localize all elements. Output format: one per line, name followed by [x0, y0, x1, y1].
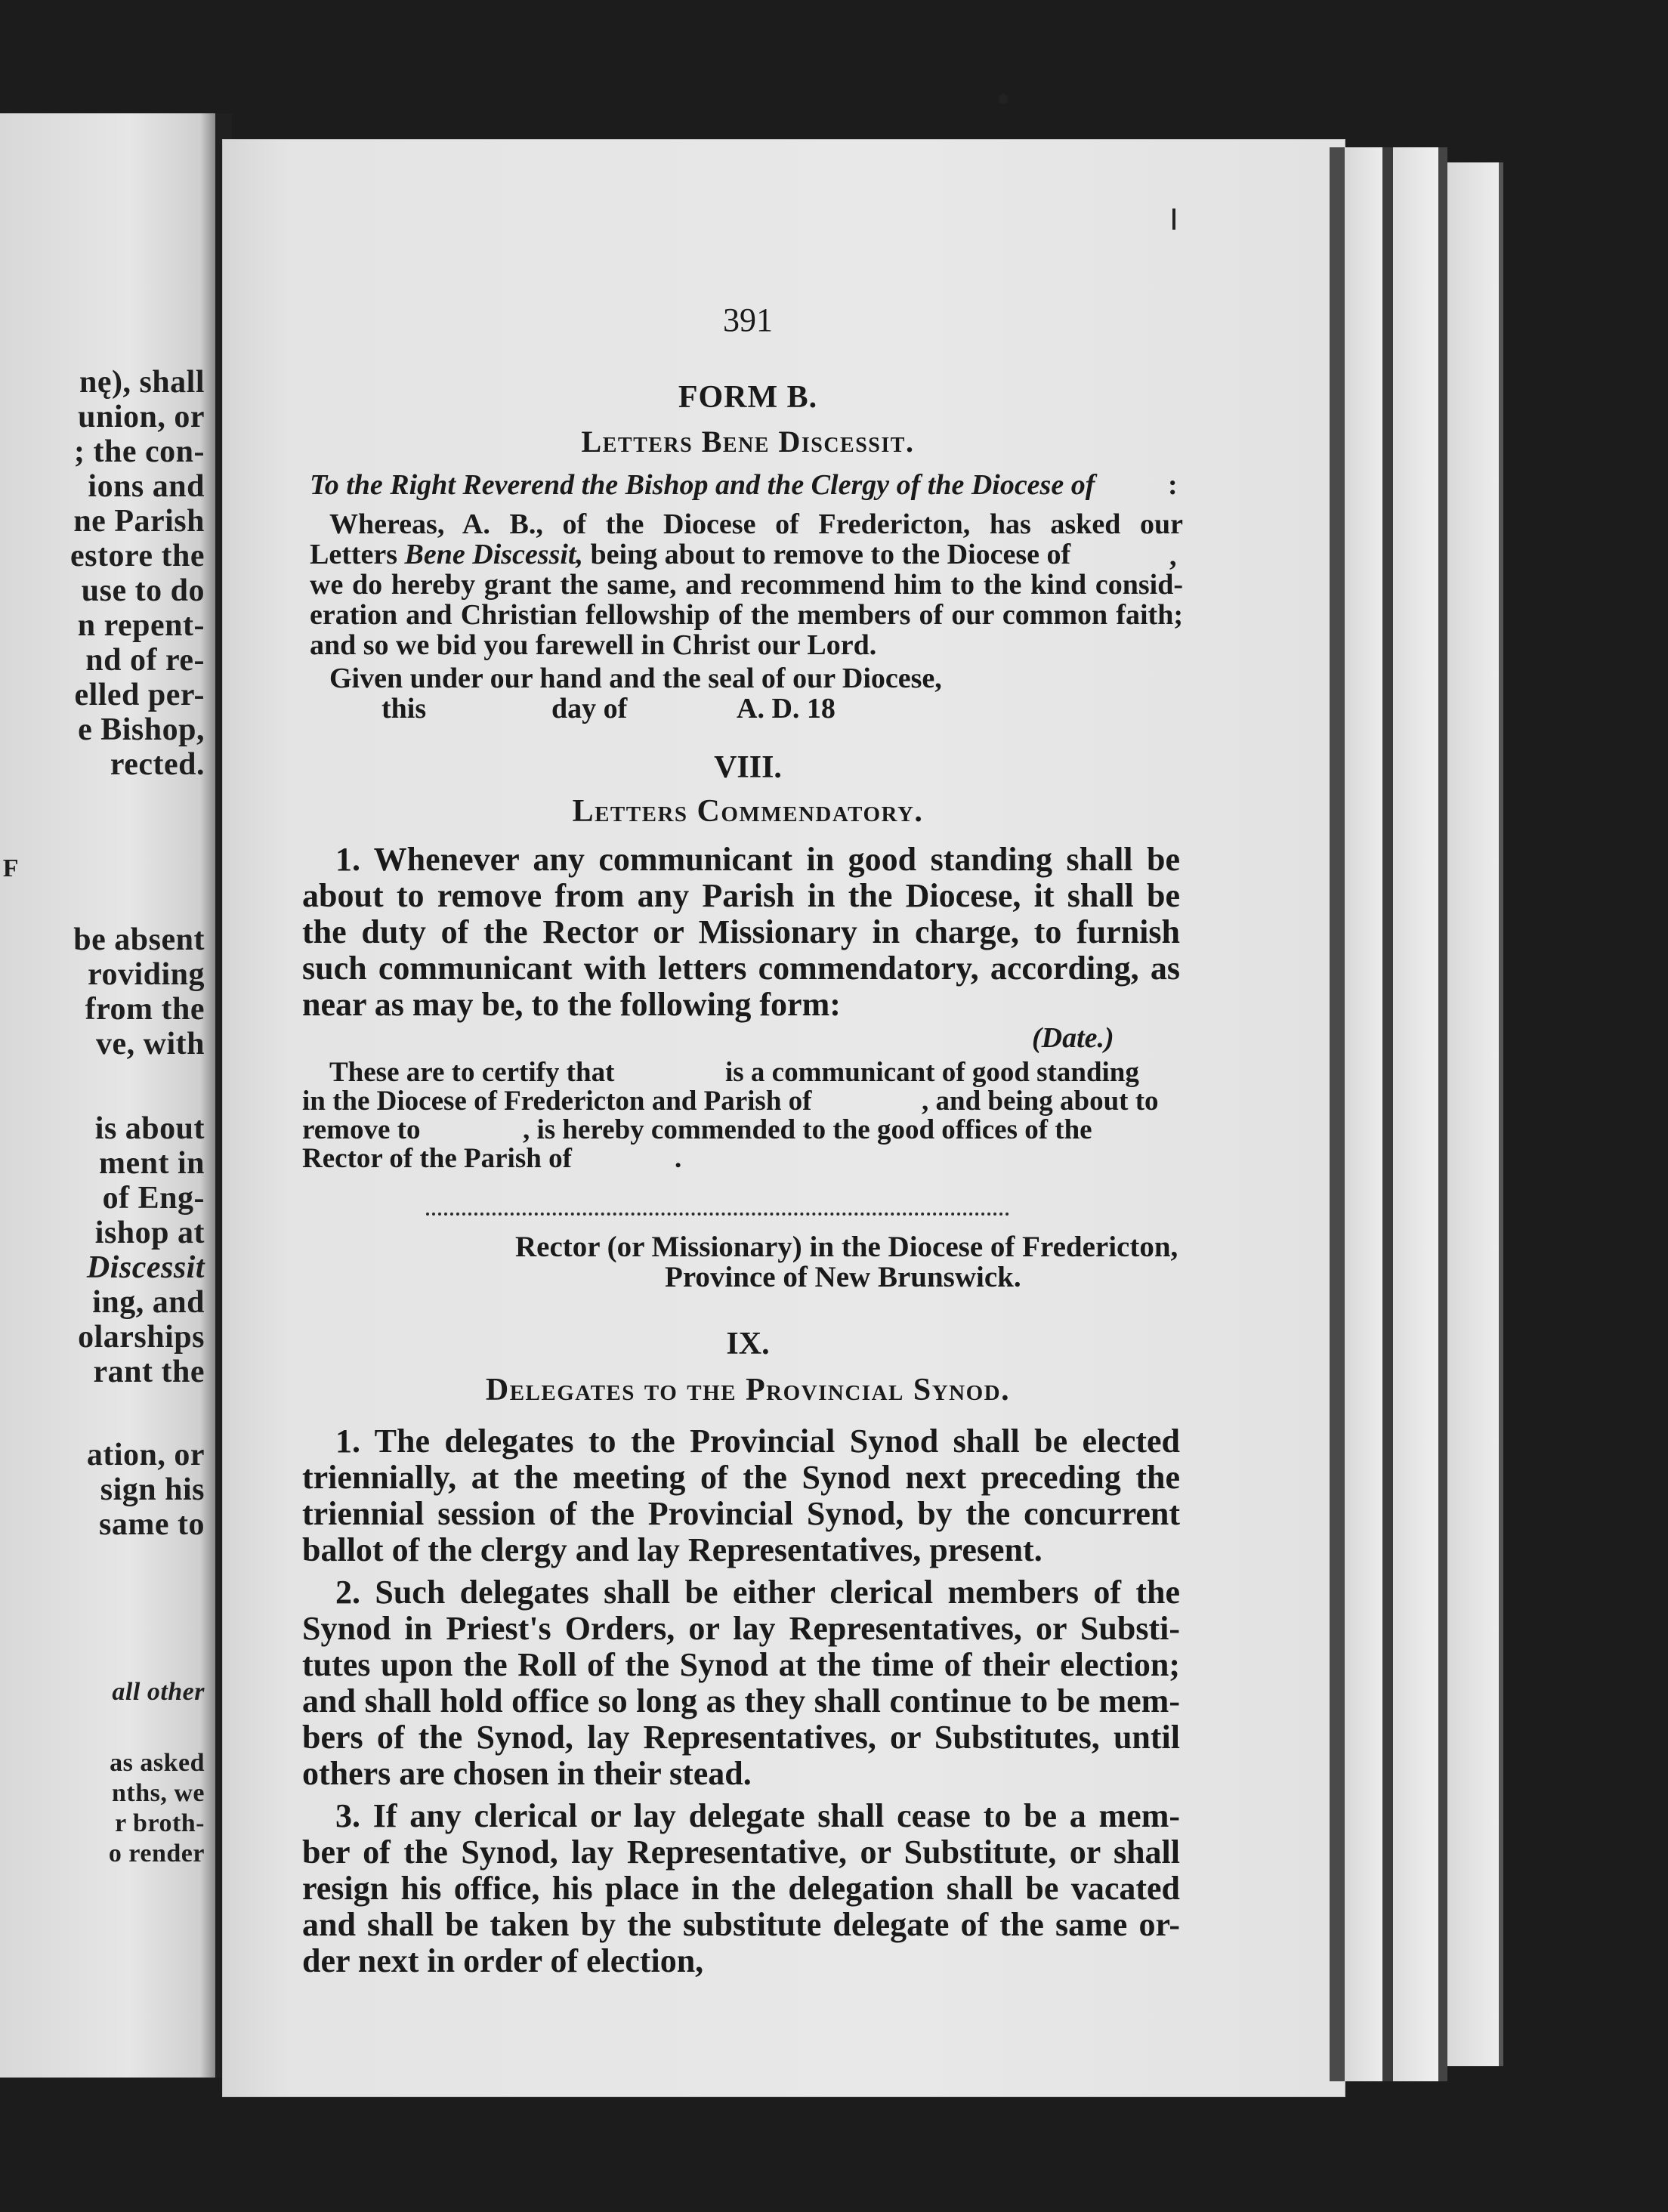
bene-discessit-italic: Bene Discessit,: [404, 539, 583, 570]
page-edge: [1499, 162, 1503, 2066]
ix-paragraph-line: der next in order of election,: [302, 1942, 704, 1979]
left-line: ne Parish: [73, 504, 205, 539]
certify-text: remove to: [302, 1114, 421, 1145]
left-line: e Bishop,: [78, 712, 205, 747]
whereas-text: being about to remove: [590, 539, 863, 570]
left-line: ions and: [88, 469, 205, 504]
left-line: ing, and: [92, 1285, 205, 1320]
certify-text: is a communicant of good standing: [725, 1057, 1139, 1088]
ix-paragraph-line: 2. Such delegates shall be either clerical members of the: [335, 1574, 1180, 1611]
ix-paragraph-line: others are chosen in their stead.: [302, 1755, 752, 1792]
left-line: ation, or: [86, 1438, 205, 1472]
left-line: F: [2, 854, 19, 882]
left-line: ishop at: [94, 1216, 205, 1250]
left-line: rant the: [93, 1355, 205, 1389]
whereas-comma: ,: [1169, 540, 1177, 572]
ix-paragraph-line: triennially, at the meeting of the Synod next preceding the: [302, 1459, 1180, 1496]
ix-paragraph-line: and shall be taken by the substitute delegate of the same or-: [302, 1906, 1180, 1943]
left-line: elled per-: [74, 678, 205, 712]
left-line: estore the: [70, 539, 205, 573]
address-colon: :: [1168, 469, 1178, 501]
section-ix-number: IX.: [726, 1327, 770, 1361]
given-line: Given under our hand and the seal of our Diocese,: [329, 663, 942, 694]
ix-paragraph-line: and shall hold office so long as they shall continue to be mem-: [302, 1682, 1180, 1719]
ix-paragraph-line: triennial session of the Provincial Synod, by the concurrent: [302, 1495, 1180, 1532]
whereas-line: Whereas, A. B., of the Diocese of Fredericton, has asked our: [329, 508, 1183, 540]
date-label: (Date.): [1032, 1022, 1114, 1054]
page-edge: [1447, 162, 1499, 2066]
left-line: Discessit: [86, 1250, 205, 1285]
left-line: ment in: [99, 1146, 205, 1181]
page-edge: [1345, 147, 1382, 2081]
ix-paragraph-line: ballot of the clergy and lay Representatives, present.: [302, 1531, 1042, 1568]
viii-paragraph-line: such communicant with letters commendatory, according, as: [302, 950, 1180, 987]
ix-paragraph-line: bers of the Synod, lay Representatives, or Substitutes, until: [302, 1719, 1180, 1756]
left-line: nths, we: [111, 1779, 205, 1807]
whereas-text: to the Diocese of: [870, 539, 1071, 570]
page-edge: [1330, 147, 1345, 2081]
whereas-line: eration and Christian fellowship of the members of our common faith;: [310, 599, 1183, 631]
certify-text: Rector of the Parish of: [302, 1143, 572, 1174]
left-line: r broth-: [115, 1809, 205, 1837]
page-edge: [1438, 147, 1447, 2081]
left-line: n repent-: [77, 608, 205, 643]
left-line: all other: [112, 1678, 205, 1706]
left-line: from the: [85, 992, 205, 1027]
left-line: olarships: [78, 1320, 205, 1355]
ix-paragraph-line: Synod in Priest's Orders, or lay Representatives, or Substi-: [302, 1610, 1180, 1647]
viii-paragraph-line: 1. Whenever any communicant in good standing shall be: [335, 841, 1180, 878]
date-day-of: day of: [551, 693, 628, 724]
left-line: roviding: [88, 957, 205, 992]
ix-paragraph-line: 1. The delegates to the Provincial Synod shall be elected: [335, 1423, 1180, 1460]
whereas-line: [310, 538, 1070, 571]
letters-bene-discessit-heading: Letters Bene Discessit.: [581, 425, 915, 459]
left-line: sign his: [100, 1472, 205, 1507]
ink-blemish: [999, 94, 1008, 104]
viii-paragraph-line: about to remove from any Parish in the Diocese, it shall be: [302, 877, 1180, 914]
signature-line: Rector (or Missionary) in the Diocese of Fredericton,: [515, 1231, 1178, 1263]
certify-text: , and being about to: [922, 1086, 1159, 1117]
left-page-fragment: [0, 113, 215, 2078]
ix-paragraph-line: resign his office, his place in the delegation shall be vacated: [302, 1870, 1180, 1907]
left-line: o render: [108, 1840, 205, 1868]
address-line: To the Right Reverend the Bishop and the Clergy of the Diocese of: [310, 469, 1095, 501]
viii-paragraph-line: near as may be, to the following form:: [302, 986, 841, 1023]
signature-dotted-line: [426, 1213, 1009, 1216]
ix-paragraph-line: tutes upon the Roll of the Synod at the time of their election;: [302, 1646, 1180, 1683]
form-title: FORM B.: [678, 380, 818, 415]
page-edge: [1382, 147, 1393, 2081]
left-line: nę), shall: [79, 365, 205, 400]
date-ad: A. D. 18: [737, 693, 836, 724]
left-line: of Eng-: [102, 1181, 205, 1216]
certify-text: in the Diocese of Fredericton and Parish of: [302, 1086, 812, 1117]
ink-blemish: [1172, 209, 1175, 230]
viii-paragraph-line: the duty of the Rector or Missionary in charge, to furnish: [302, 913, 1180, 950]
left-line: ve, with: [96, 1027, 205, 1061]
left-line: as asked: [110, 1749, 205, 1777]
certify-text: , is hereby commended to the good offices of the: [523, 1114, 1092, 1145]
left-line: ; the con-: [74, 434, 205, 469]
ix-paragraph-line: ber of the Synod, lay Representative, or Substitute, or shall: [302, 1834, 1180, 1871]
left-line: is about: [94, 1111, 205, 1146]
page-edge: [1393, 147, 1438, 2081]
section-viii-number: VIII.: [714, 750, 782, 785]
left-line: be absent: [73, 922, 205, 957]
page-number: 391: [723, 301, 773, 338]
section-ix-title: Delegates to the Provincial Synod.: [485, 1373, 1011, 1407]
certify-text: .: [675, 1143, 682, 1174]
certify-text: These are to certify that: [329, 1057, 615, 1088]
left-line: union, or: [78, 400, 205, 434]
whereas-text: Letters: [310, 539, 398, 570]
ix-paragraph-line: 3. If any clerical or lay delegate shall cease to be a mem-: [335, 1797, 1180, 1834]
whereas-line: and so we bid you farewell in Christ our Lord.: [310, 629, 877, 661]
section-viii-title: Letters Commendatory.: [572, 794, 924, 829]
left-line: nd of re-: [85, 643, 205, 678]
signature-line: Province of New Brunswick.: [665, 1261, 1021, 1293]
whereas-line: we do hereby grant the same, and recommend him to the kind consid-: [310, 569, 1183, 601]
left-line: same to: [99, 1507, 205, 1542]
date-this: this: [381, 693, 427, 724]
left-line: rected.: [110, 747, 205, 782]
left-line: use to do: [81, 573, 205, 608]
